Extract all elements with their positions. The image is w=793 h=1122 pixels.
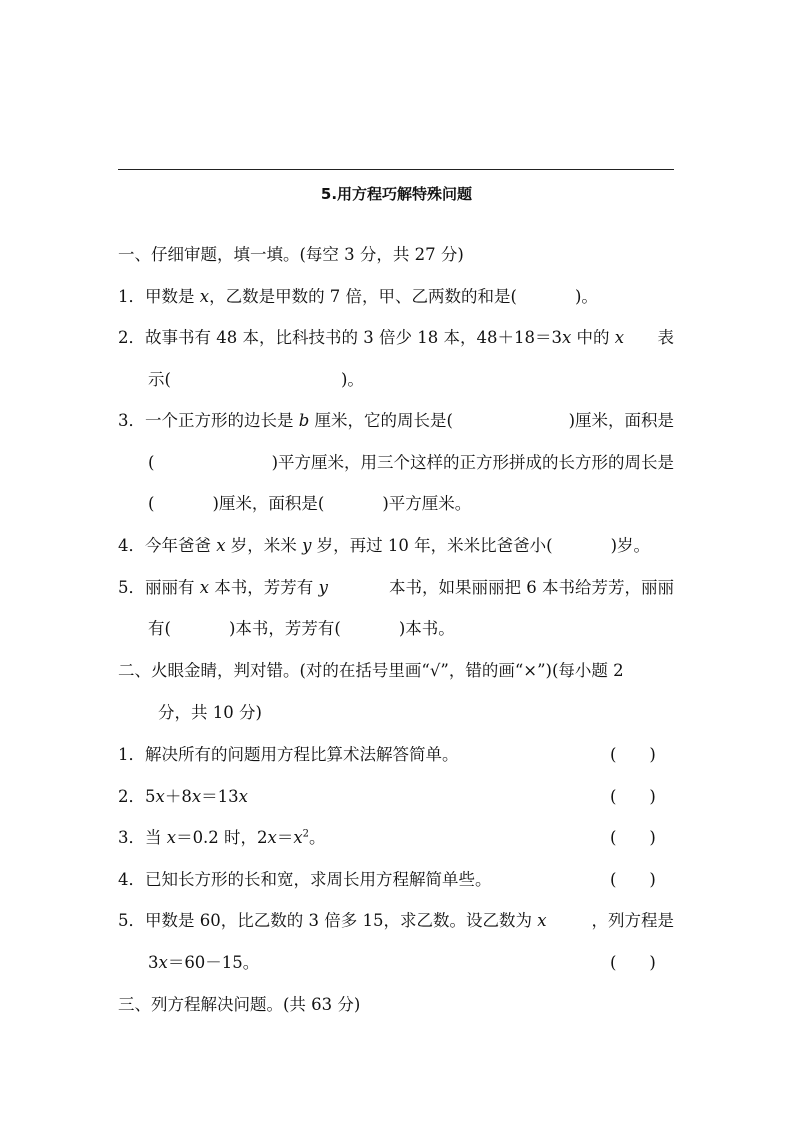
section2-heading-cont: 分，共 10 分): [158, 703, 262, 722]
judge-box-3[interactable]: ( ): [610, 828, 656, 847]
question-3-line2: ( )平方厘米，用三个这样的正方形拼成的长方形的周长是: [148, 453, 674, 472]
statement-4: 4．已知长方形的长和宽，求周长用方程解简单些。: [118, 870, 492, 889]
judge-box-1[interactable]: ( ): [610, 745, 656, 764]
question-3-line1: 3．一个正方形的边长是 b 厘米，它的周长是( )厘米，面积是: [118, 411, 674, 430]
question-2-line2: 示( )。: [148, 370, 364, 389]
statement-1: 1．解决所有的问题用方程比算术法解答简单。: [118, 745, 459, 764]
question-5-line1: 5．丽丽有 x 本书，芳芳有 y 本书，如果丽丽把 6 本书给芳芳，丽丽: [118, 578, 674, 597]
question-3-line3: ( )厘米，面积是( )平方厘米。: [148, 494, 472, 513]
judge-box-4[interactable]: ( ): [610, 870, 656, 889]
section3-heading: 三、列方程解决问题。(共 63 分): [118, 995, 361, 1014]
judge-box-2[interactable]: ( ): [610, 787, 656, 806]
judge-box-5[interactable]: ( ): [610, 953, 656, 972]
statement-2: 2．5x＋8x＝13x: [118, 787, 248, 806]
statement-5-line2: 3x＝60－15。: [148, 953, 260, 972]
section1-heading: 一、仔细审题，填一填。(每空 3 分，共 27 分): [118, 245, 464, 264]
question-2-line1: 2．故事书有 48 本，比科技书的 3 倍少 18 本，48＋18＝3x 中的 x 表: [118, 328, 674, 347]
statement-5-line1: 5．甲数是 60，比乙数的 3 倍多 15，求乙数。设乙数为 x ，列方程是: [118, 911, 674, 930]
statement-3: 3．当 x＝0.2 时，$2x=x^2$。: [118, 828, 326, 847]
question-5-line2: 有( )本书，芳芳有( )本书。: [148, 619, 455, 638]
question-4: 4．今年爸爸 x 岁，米米 y 岁，再过 10 年，米米比爸爸小( )岁。: [118, 536, 650, 555]
page-title: 5.用方程巧解特殊问题: [320, 185, 473, 203]
header-rule: [118, 169, 674, 170]
question-1: 1．甲数是 x，乙数是甲数的 7 倍，甲、乙两数的和是( )。: [118, 287, 598, 306]
section2-heading: 二、火眼金睛，判对错。(对的在括号里画“√”，错的画“×”)(每小题 2: [118, 661, 624, 680]
